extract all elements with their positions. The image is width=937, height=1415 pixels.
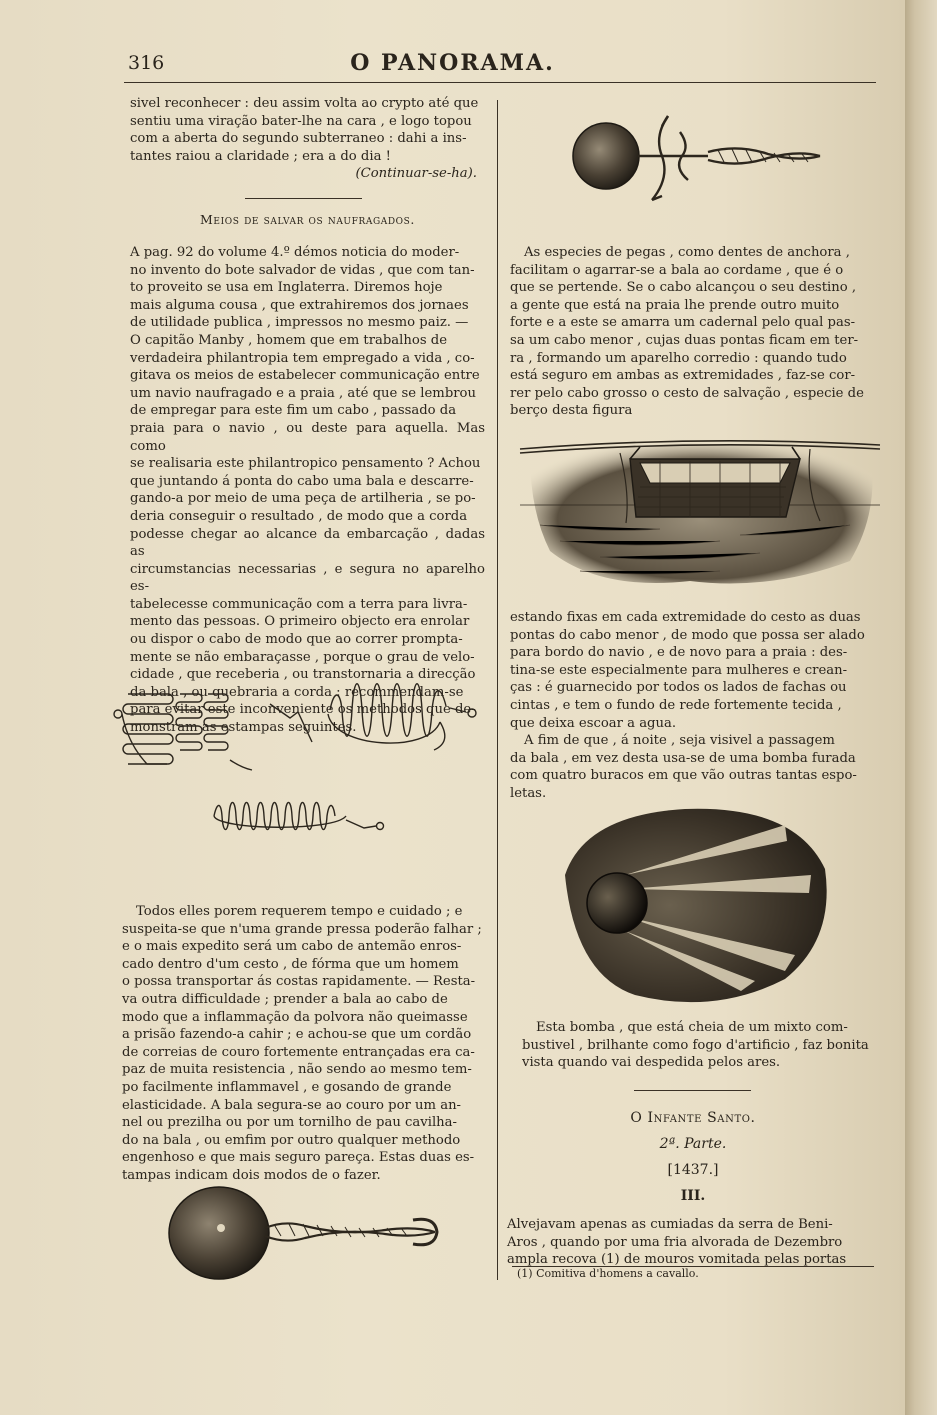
text-line: verdadeira philantropia tem empregado a vida , co- xyxy=(130,350,475,366)
right-paragraph-5 xyxy=(507,1216,876,1269)
text-line: no invento do bote salvador de vidas , que com tan- xyxy=(130,262,475,278)
text-line: Aros , quando por uma fria alvorada de Dezembro xyxy=(507,1234,843,1250)
text-line: paz de muita resistencia , não sendo ao mesmo tem- xyxy=(122,1062,472,1078)
bomb-illustration xyxy=(555,805,830,1005)
text-line: da bala , em vez desta usa-se de uma bomba furada xyxy=(510,750,856,766)
text-line: elasticidade. A bala segura-se ao couro por um an- xyxy=(122,1097,462,1113)
text-line: o possa transportar ás costas rapidamente. — Resta- xyxy=(122,974,476,990)
left-paragraph-2 xyxy=(122,903,485,1185)
text-line: po facilmente inflammavel , e gosando de grande xyxy=(122,1079,452,1095)
text-line: estando fixas em cada extremidade do cesto as duas xyxy=(510,610,861,625)
text-line: praia para o navio , ou deste para aquella. Mas como xyxy=(130,420,485,454)
text-line: ra , formando um aparelho corredio : quando tudo xyxy=(510,350,847,366)
text-line: com a aberta do segundo subterraneo : dahi a ins- xyxy=(130,131,467,147)
text-line: As especies de pegas , como dentes de anchora , xyxy=(524,245,850,260)
header-rule xyxy=(124,82,876,83)
text-line: monstram as estampas seguintes. xyxy=(130,720,357,736)
text-line: berço desta figura xyxy=(510,403,633,419)
text-line: A pag. 92 do volume 4.º démos noticia do moder- xyxy=(130,245,460,260)
chapter-label: III. xyxy=(680,1188,706,1204)
part-label: 2ª. Parte. xyxy=(659,1136,727,1152)
text-line: podesse chegar ao alcance da embarcação , dadas as xyxy=(130,526,485,560)
text-line: modo que a inflammação da polvora não queimasse xyxy=(122,1009,468,1025)
text-line: que juntando á ponta do cabo uma bala e descarre- xyxy=(130,473,474,489)
page-edge xyxy=(905,0,937,1415)
section-rule xyxy=(245,198,362,199)
text-line: ampla recova (1) de mouros vomitada pelas portas xyxy=(507,1252,847,1268)
ball-with-anchor-hooks-illustration xyxy=(570,112,830,212)
text-line: do na bala , ou emfim por outro qualquer methodo xyxy=(122,1132,461,1148)
text-line: sivel reconhecer : deu assim volta ao crypto até que xyxy=(130,96,479,111)
page-title: O PANORAMA. xyxy=(350,50,555,76)
text-line: da bala , ou quebraria a corda : recommendam-se xyxy=(130,684,464,700)
text-line: facilitam o agarrar-se a bala ao cordame , que é o xyxy=(510,262,844,278)
text-line: suspeita-se que n'uma grande pressa poderão falhar ; xyxy=(122,921,482,937)
continuation-note: (Continuar-se-ha). xyxy=(355,166,477,182)
rescue-basket-illustration xyxy=(520,425,885,600)
left-paragraph-1 xyxy=(130,244,485,737)
text-line: forte e a este se amarra um cadernal pelo qual pas- xyxy=(510,315,856,331)
text-line: tabelecesse communicação com a terra para livra- xyxy=(130,596,468,612)
text-line: O capitão Manby , homem que em trabalhos de xyxy=(130,332,448,348)
section-title: O Infante Santo. xyxy=(630,1110,756,1126)
text-line: vista quando vai despedida pelos ares. xyxy=(522,1055,781,1071)
text-line: de correias de couro fortemente entrançadas era ca- xyxy=(122,1044,475,1060)
text-line: to proveito se usa em Inglaterra. Diremos hoje xyxy=(130,280,443,296)
text-line: um navio naufragado e a praia , até que se lembrou xyxy=(130,385,476,401)
text-line: cintas , e tem o fundo de rede fortemente tecida , xyxy=(510,697,842,713)
text-line: va outra difficuldade ; prender a bala ao cabo de xyxy=(122,991,448,1007)
text-line: engenhoso e que mais seguro pareça. Estas duas es- xyxy=(122,1150,475,1166)
text-line: cidade , que receberia , ou transtornaria a direcção xyxy=(130,667,476,683)
text-line: pontas do cabo menor , de modo que possa ser alado xyxy=(510,627,865,643)
section-title-meios: Meios de salvar os naufragados. xyxy=(200,212,415,227)
column-divider xyxy=(497,100,498,1280)
text-line: tampas indicam dois modos de o fazer. xyxy=(122,1167,381,1183)
year-label: [1437.] xyxy=(667,1162,719,1178)
text-line: letas. xyxy=(510,785,547,801)
text-line: mais alguma cousa , que extrahiremos dos jornaes xyxy=(130,297,469,313)
text-line: bustivel , brilhante como fogo d'artificio , faz bonita xyxy=(522,1037,869,1053)
text-line: mento das pessoas. O primeiro objecto era enrolar xyxy=(130,614,470,630)
text-line: a gente que está na praia lhe prende outro muito xyxy=(510,297,840,313)
text-line: Todos elles porem requerem tempo e cuidado ; e xyxy=(136,904,463,919)
text-line: de utilidade publica , impressos no mesmo paiz. — xyxy=(130,315,469,331)
text-line: ou dispor o cabo de modo que ao correr prompta- xyxy=(130,632,463,648)
ball-with-cord-illustration xyxy=(165,1178,455,1288)
text-line: para evitar este inconveniente os methodos que de- xyxy=(130,702,476,718)
right-paragraph-1 xyxy=(510,244,876,420)
right-paragraph-2 xyxy=(510,609,876,803)
text-line: rer pelo cabo grosso o cesto de salvação , especie de xyxy=(510,385,864,401)
text-line: para bordo do navio , e de novo para a praia : des- xyxy=(510,645,848,661)
text-line: ças : é guarnecido por todos os lados de fachas ou xyxy=(510,680,847,696)
footnote: (1) Comitiva d'homens a cavallo. xyxy=(517,1267,699,1280)
text-line: cado dentro d'um cesto , de fórma que um homem xyxy=(122,956,459,972)
text-line: a prisão fazendo-a cahir ; e achou-se que um cordão xyxy=(122,1027,472,1043)
text-line: nel ou prezilha ou por um tornilho de pau cavilha- xyxy=(122,1115,457,1131)
left-intro xyxy=(130,95,485,183)
text-line: mente se não embaraçasse , porque o grau de velo- xyxy=(130,649,475,665)
text-line: sentiu uma viração bater-lhe na cara , e logo topou xyxy=(130,113,472,129)
text-line: com quatro buracos em que vão outras tantas espo- xyxy=(510,768,857,784)
text-line: circumstancias necessarias , e segura no aparelho es- xyxy=(130,561,485,595)
page-number: 316 xyxy=(128,52,165,74)
text-line: tina-se este especialmente para mulheres e crean- xyxy=(510,662,848,678)
text-line: gando-a por meio de uma peça de artilheria , se po- xyxy=(130,491,476,507)
text-line: de empregar para este fim um cabo , passado da xyxy=(130,403,457,419)
text-line: se realisaria este philantropico pensamento ? Achou xyxy=(130,456,481,472)
text-line: tantes raiou a claridade ; era a do dia ! xyxy=(130,148,391,164)
coiled-rope-illustration xyxy=(110,680,490,860)
text-line: Alvejavam apenas as cumiadas da serra de Beni- xyxy=(507,1217,833,1232)
text-line: sa um cabo menor , cujas duas pontas ficam em ter- xyxy=(510,332,859,348)
right-paragraph-4 xyxy=(522,1019,876,1072)
section-title-infante-santo xyxy=(510,1108,876,1206)
text-line: gitava os meios de estabelecer communicação entre xyxy=(130,368,480,384)
text-line: A fim de que , á noite , seja visivel a passagem xyxy=(524,733,835,749)
text-line: e o mais expedito será um cabo de antemão enros- xyxy=(122,939,462,955)
text-line: está seguro em ambas as extremidades , faz-se cor- xyxy=(510,368,856,384)
text-line: que deixa escoar a agua. xyxy=(510,715,677,731)
text-line: deria conseguir o resultado , de modo que a corda xyxy=(130,508,468,524)
section-rule xyxy=(634,1090,751,1091)
text-line: Esta bomba , que está cheia de um mixto com- xyxy=(536,1020,848,1035)
text-line: que se pertende. Se o cabo alcançou o seu destino , xyxy=(510,280,857,296)
